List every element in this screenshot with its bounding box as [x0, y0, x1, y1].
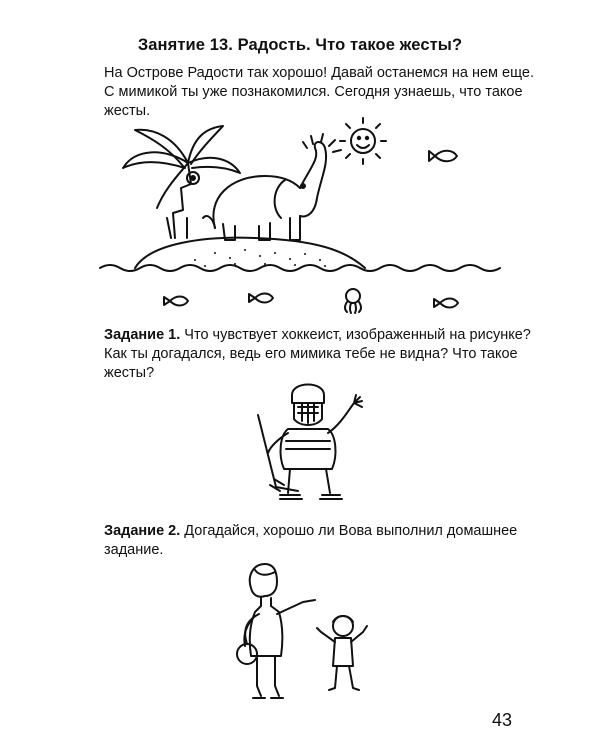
page-number: 43: [491, 710, 512, 730]
sea-waves: [100, 265, 500, 271]
task-2-label: Задание 2.: [104, 523, 181, 539]
intro-paragraph: [104, 64, 534, 121]
mother-icon: [237, 564, 315, 698]
task-1-line: Как ты догадался, ведь его мимика тебе не видна? Что такое: [104, 346, 518, 362]
boy-icon: [317, 616, 367, 690]
elephant-icon: [203, 134, 341, 240]
page-title: Занятие 13. Радость. Что такое жесты?: [137, 36, 463, 54]
intro-line: жесты.: [104, 103, 151, 119]
island-icon: [135, 238, 365, 268]
sand-dots: [194, 249, 326, 267]
fish-icon: [434, 299, 458, 308]
jellyfish-icon: [345, 289, 361, 313]
sun-icon: [340, 118, 386, 164]
task-1-text: Что чувствует хоккеист, изображенный на рисунке?: [180, 327, 531, 343]
task-2-paragraph: [104, 522, 524, 560]
palm-tree-icon: [123, 126, 240, 238]
hockey-player-illustration: [240, 375, 380, 515]
intro-line: На Острове Радости так хорошо! Давай останемся на нем еще.: [104, 65, 534, 81]
fish-icon: [429, 151, 457, 162]
island-elephant-illustration: [95, 118, 505, 318]
task-2-text: Догадайся, хорошо ли Вова выполнил домашнее: [180, 523, 518, 539]
intro-line: С мимикой ты уже познакомился. Сегодня узнаешь, что такое: [104, 84, 523, 100]
task-1-line: жесты?: [104, 365, 155, 381]
task-1-label: Задание 1.: [104, 327, 181, 343]
task-2-line: задание.: [104, 542, 164, 558]
fish-icon: [164, 297, 188, 306]
fish-icon: [249, 294, 273, 303]
mother-and-boy-illustration: [225, 556, 385, 706]
hockey-player-icon: [258, 385, 362, 500]
